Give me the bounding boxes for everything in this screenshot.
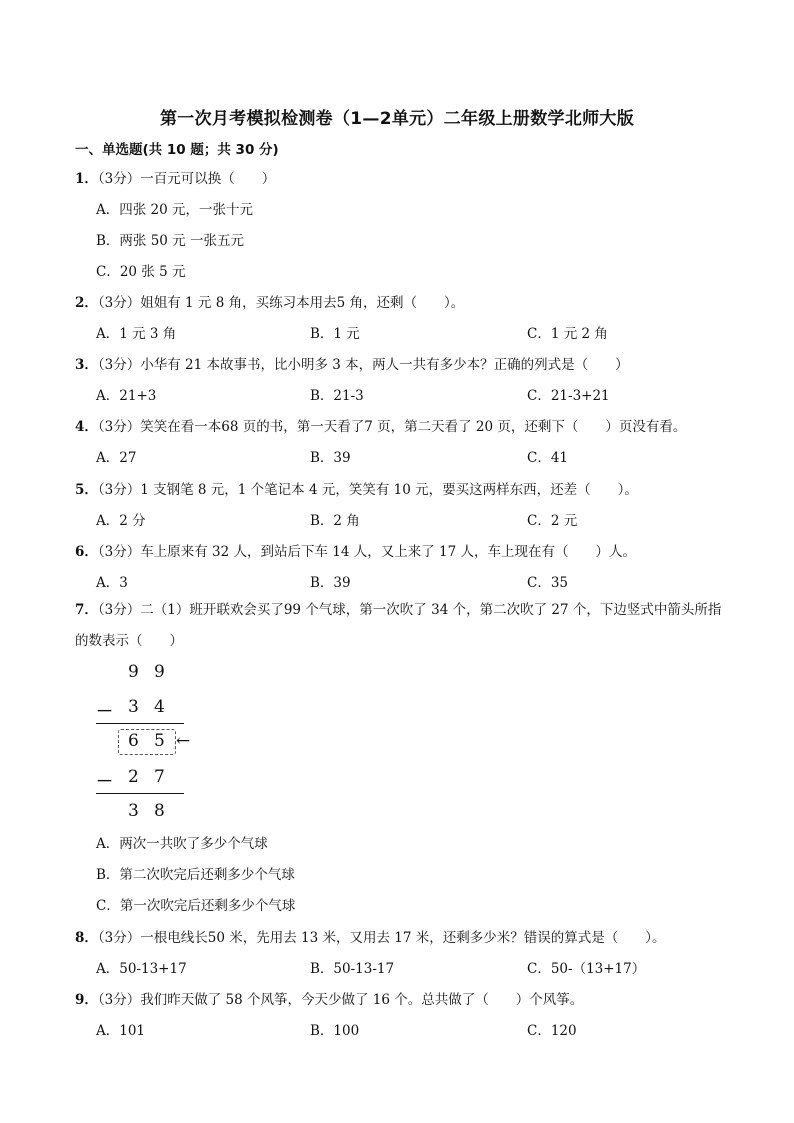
option-c: C．2 元 — [527, 513, 578, 529]
question-score: （3分） — [97, 295, 141, 311]
option-a: A．21+3 — [96, 388, 157, 404]
question-8 — [75, 926, 666, 946]
digit: 8 — [154, 801, 165, 821]
question-number: 7． — [75, 602, 98, 618]
question-number: 9． — [75, 992, 98, 1008]
question-score: （3分） — [97, 544, 141, 560]
question-text: 姐姐有 1 元 8 角，买练习本用去5 角，还剩（ ）。 — [140, 295, 465, 311]
digit: 6 — [128, 731, 139, 751]
option-a: A．3 — [96, 575, 128, 591]
question-4 — [75, 415, 686, 435]
question-number: 5． — [75, 482, 98, 498]
option-a: A．1 元 3 角 — [96, 326, 177, 342]
option-b: B．21-3 — [310, 388, 364, 404]
option-c: C．41 — [527, 450, 569, 466]
question-text: 我们昨天做了 58 个风筝，今天少做了 16 个。总共做了（ ）个风筝。 — [140, 992, 584, 1008]
digit: 9 — [128, 662, 139, 682]
vertical-calculation — [96, 660, 216, 825]
question-score: （3分） — [97, 992, 141, 1008]
option-b: B．2 角 — [310, 513, 360, 529]
divider-line — [96, 793, 184, 794]
divider-line — [96, 723, 184, 724]
option-b: B．第二次吹完后还剩多少个气球 — [96, 867, 295, 883]
question-9 — [75, 988, 583, 1008]
question-3 — [75, 353, 629, 373]
option-b: B．39 — [310, 575, 351, 591]
question-score: （3分） — [97, 602, 141, 618]
option-a: A．两次一共吹了多少个气球 — [96, 836, 268, 852]
option-c: C．1 元 2 角 — [527, 326, 608, 342]
question-score: （3分） — [97, 419, 141, 435]
question-7 — [75, 595, 725, 657]
question-text: 一根电线长50 米，先用去 13 米，又用去 17 米，还剩多少米？错误的算式是（ ）。 — [140, 930, 666, 946]
page-title: 第一次月考模拟检测卷（1—2单元）二年级上册数学北师大版 — [159, 109, 635, 129]
option-b: B．100 — [310, 1023, 360, 1039]
option-c: C．35 — [527, 575, 569, 591]
question-text: 笑笑在看一本68 页的书，第一天看了7 页，第二天看了 20 页，还剩下（ ）页没有看。 — [140, 419, 687, 435]
option-b: B．两张 50 元 一张五元 — [96, 233, 244, 249]
option-b: B．50-13-17 — [310, 961, 395, 977]
highlight-box — [118, 729, 176, 755]
question-score: （3分） — [97, 930, 141, 946]
option-c: C．120 — [527, 1023, 577, 1039]
question-number: 2． — [75, 295, 98, 311]
question-score: （3分） — [97, 357, 141, 373]
option-a: A．50-13+17 — [96, 961, 187, 977]
section-heading: 一、单选题(共 10 题；共 30 分) — [75, 142, 279, 158]
question-score: （3分） — [97, 171, 141, 187]
question-6 — [75, 540, 636, 560]
question-1 — [75, 167, 275, 187]
option-c: C．50-（13+17） — [527, 961, 646, 977]
option-c: C．21-3+21 — [527, 388, 610, 404]
question-text: 一百元可以换（ ） — [140, 171, 276, 187]
question-number: 1． — [75, 171, 98, 187]
option-c: C．第一次吹完后还剩多少个气球 — [96, 898, 296, 914]
option-a: A．101 — [96, 1023, 146, 1039]
option-b: B．39 — [310, 450, 351, 466]
digit: 9 — [154, 662, 165, 682]
question-text: 1 支钢笔 8 元，1 个笔记本 4 元，笑笑有 10 元，要买这两样东西，还差（ ）。 — [140, 482, 638, 498]
question-5 — [75, 478, 638, 498]
digit: 4 — [154, 697, 165, 717]
option-a: A．27 — [96, 450, 137, 466]
option-a: A．四张 20 元，一张十元 — [96, 202, 254, 218]
digit: 3 — [128, 801, 139, 821]
question-text: 小华有 21 本故事书，比小明多 3 本，两人一共有多少本？正确的列式是（ ） — [140, 357, 629, 373]
question-score: （3分） — [97, 482, 141, 498]
question-number: 8． — [75, 930, 98, 946]
minus-sign: － — [96, 702, 113, 722]
option-a: A．2 分 — [96, 513, 146, 529]
option-b: B．1 元 — [310, 326, 360, 342]
digit: 5 — [154, 731, 165, 751]
question-2 — [75, 291, 464, 311]
question-number: 3． — [75, 357, 98, 373]
question-text: 车上原来有 32 人，到站后下车 14 人，又上来了 17 人，车上现在有（ ）人。 — [140, 544, 637, 560]
question-text: 二（1）班开联欢会买了99 个气球，第一次吹了 34 个，第二次吹了 27 个，下边竖式中箭头所指的数表示（ ） — [75, 602, 722, 649]
digit: 7 — [154, 767, 165, 787]
minus-sign: － — [96, 772, 113, 792]
digit: 2 — [128, 767, 139, 787]
option-c: C．20 张 5 元 — [96, 264, 186, 280]
question-number: 4． — [75, 419, 98, 435]
digit: 3 — [128, 697, 139, 717]
arrow-icon: ← — [176, 731, 191, 751]
question-number: 6． — [75, 544, 98, 560]
